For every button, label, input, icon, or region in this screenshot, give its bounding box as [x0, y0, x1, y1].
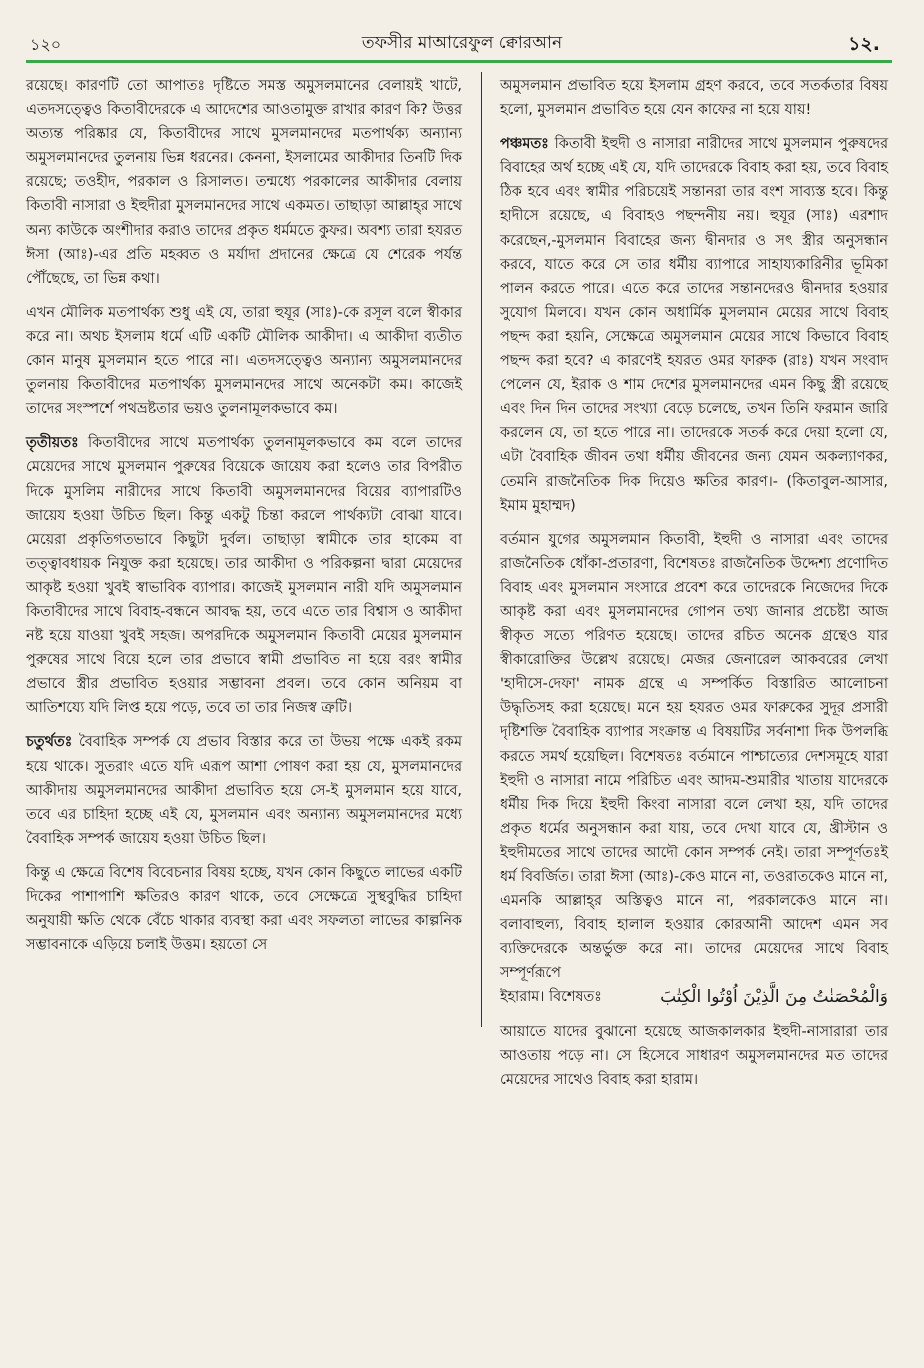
- running-title: তফসীর মাআরেফুল ক্বোরআন: [361, 33, 563, 53]
- arabic-verse-line: [500, 985, 888, 1009]
- paragraph: [26, 431, 462, 720]
- paragraph: কিন্তু এ ক্ষেত্রে বিশেষ বিবেচনার বিষয় হচ্ছে, যখন কোন কিছুতে লাভের একটি দিকের পাশাপাশি ক্ষতিরও কারণ থাকে, তবে সেক্ষেত্রে সুস্থবুদ্ধির চাহিদা অনুযায়ী ক্ষতি থেকে বেঁচে থাকার ব্যবস্থা করা এবং সফলতা লাভের কাল্পনিক সম্ভাবনাকে এড়িয়ে চলাই উত্তম। হয়তো সে: [26, 864, 462, 954]
- paragraph: আয়াতে যাদের বুঝানো হয়েছে আজকালকার ইহুদী-নাসারারা তার আওতায় পড়ে না। সে হিসেবে সাধারণ অমুসলমানদের মত তাদের মেয়েদের সাথেও বিবাহ করা হারাম।: [500, 1023, 888, 1088]
- paragraph-text: কিতাবী ইহুদী ও নাসারা নারীদের সাথে মুসলমান পুরুষদের বিবাহের অর্থ হচ্ছে এই যে, যদি তাদেরকে বিবাহ করা হয়, তবে বিবাহ ঠিক হবে এবং স্বামীর পরিচয়েই সন্তানরা তার বংশ সাব্যস্ত হবে। কিন্তু হাদীসে রয়েছে, এ বিবাহও পছন্দনীয় নয়। হুযূর (সাঃ) এরশাদ করেছেন,-মুসলমান বিবাহের জন্য দ্বীনদার ও সৎ স্ত্রীর অনুসন্ধান করবে, যাতে করে সে তার ধর্মীয় ব্যাপারে সাহায্যকারিনীর ভূমিকা পালন করতে পারে। এতে করে তাদের সন্তানদেরও দ্বীনদার হওয়ার সুযোগ মিলবে। যখন কোন অধার্মিক মুসলমান মেয়ের সাথে বিবাহ পছন্দ করা হয়নি, সেক্ষেত্রে অমুসলমান মেয়ের সাথে কিভাবে বিবাহ পছন্দ করা হবে? এ কারণেই হযরত ওমর ফারুক (রাঃ) যখন সংবাদ পেলেন যে, ইরাক ও শাম দেশের মুসলমানদের এমন কিছু স্ত্রী রয়েছে এবং দিন দিন তাদের সংখ্যা বেড়ে চলেছে, তখন তিনি ফরমান জারি করলেন যে, তা হতে পারে না। তাদেরকে সতর্ক করে দেয়া হলো যে, এটা বৈবাহিক জীবন তথা ধর্মীয় জীবনের জন্য যেমন অকল্যাণকর, তেমনি রাজনৈতিক দিক দিয়েও ক্ষতির কারণ।- (কিতাবুল-আসার, ইমাম মুহাম্মদ): [500, 136, 888, 514]
- paragraph-text: বৈবাহিক সম্পর্ক যে প্রভাব বিস্তার করে তা উভয় পক্ষে একই রকম হয়ে থাকে। সুতরাং এতে যদি এরূপ আশা পোষণ করা হয় যে, মুসলমানদের আকীদায় অমুসলমানদের আকীদা প্রভাবিত হয়ে সে-ই মুসলমান হয়ে যাবে, তবে এর চাহিদা হচ্ছে এই যে, মুসলমান এবং অন্যান্য অমুসলমানদের মধ্যে বৈবাহিক সম্পর্ক জায়েয হওয়া উচিত ছিল।: [26, 734, 462, 847]
- paragraph-heading: পঞ্চমতঃ: [500, 136, 549, 153]
- paragraph-heading: চতুর্থতঃ: [26, 734, 73, 751]
- paragraph-text: ইহারাম। বিশেষতঃ: [500, 989, 602, 1006]
- paragraph: এখন মৌলিক মতপার্থক্য শুধু এই যে, তারা হুযূর (সাঃ)-কে রসূল বলে স্বীকার করে না। অথচ ইসলাম ধর্মে এটি একটি মৌলিক আকীদা। এ আকীদা ব্যতীত কোন মানুষ মুসলমান হতে পারে না। এতদসত্ত্বেও অন্যান্য অমুসলমানদের তুলনায় কিতাবীদের মতপার্থক্য মুসলমানদের সাথে অনেকটা কম। কাজেই তাদের সংস্পর্শে পথভ্রষ্টতার ভয়ও তুলনামূলকভাবে কম।: [26, 304, 462, 418]
- page-number-right: ১২.: [848, 33, 880, 55]
- paragraph: [500, 132, 888, 518]
- paragraph: রয়েছে। কারণটি তো আপাতঃ দৃষ্টিতে সমস্ত অমুসলমানের বেলায়ই খাটে, এতদসত্ত্বেও কিতাবীদেরকে এ আদেশের আওতামুক্ত রাখার কারণ কি? উত্তর অত্যন্ত পরিষ্কার যে, কিতাবীদের সাথে মুসলমানদের মতপার্থক্য অন্যান্য অমুসলমানদের তুলনায় ভিন্ন ধরনের। কেননা, ইসলামের আকীদার তিনটি দিক রয়েছে; তওহীদ, পরকাল ও রিসালত। তন্মধ্যে পরকালের আকীদার বেলায় কিতাবী নাসারা ও ইহুদীরা মুসলমানদের সাথে একমত। তাছাড়া আল্লাহ্‌র সাথে অন্য কাউকে অংশীদার করাও তাদের প্রকৃত ধর্মমতে কুফর। অবশ্য তারা হযরত ঈসা (আঃ)-এর প্রতি মহব্বত ও মর্যাদা প্রদানের ক্ষেত্রে যে শেরেক পর্যন্ত পৌঁছেছে, তা ভিন্ন কথা।: [26, 78, 462, 287]
- arabic-verse: وَالْمُحْصَنٰتُ مِنَ الَّذِيْنَ اُوْتُوا الْكِتٰبَ: [660, 987, 888, 1008]
- left-column: [26, 74, 462, 967]
- paragraph-text: কিতাবীদের সাথে মতপার্থক্য তুলনামূলকভাবে কম বলে তাদের মেয়েদের সাথে মুসলমান পুরুষের বিয়েকে জায়েয করা হলেও তার বিপরীত দিকে মুসলিম নারীদের সাথে কিতাবী অমুসলমানদের বিয়ের ব্যাপারটিও জায়েয হওয়া উচিত ছিল। কিন্তু একটু চিন্তা করলে পার্থক্যটা বোঝা যাবে। মেয়েরা প্রকৃতিগতভাবে কিছুটা দুর্বল। তাছাড়া স্বামীকে তার হাকেম বা তত্ত্বাবধায়ক নিযুক্ত করা হয়েছে। তার আকীদা ও পরিকল্পনা দ্বারা মেয়েদের আকৃষ্ট হওয়া খুবই স্বাভাবিক ব্যাপার। কাজেই মুসলমান নারী যদি অমুসলমান কিতাবীদের সাথে বিবাহ-বন্ধনে আবদ্ধ হয়, তবে এতে তার বিশ্বাস ও আকীদা নষ্ট হয়ে যাওয়া খুবই সহজ। অপরদিকে অমুসলমান কিতাবী মেয়ের মুসলমান পুরুষের সাথে বিয়ে হলে তার প্রভাবে স্বামী প্রভাবিত না হয়ে বরং স্বামীর প্রভাবে স্ত্রীর প্রভাবিত হওয়ার সম্ভাবনা প্রবল। তবে কোন অনিয়ম বা আতিশয্যে যদি লিপ্ত হয়ে পড়ে, তবে তা তার নিজস্ব ত্রুটি।: [26, 435, 462, 717]
- page-number-left: ১২০: [30, 35, 62, 54]
- right-column: [500, 74, 888, 1102]
- header-rule: [26, 60, 892, 63]
- paragraph: [26, 730, 462, 850]
- column-divider: [481, 72, 482, 1027]
- paragraph-heading: তৃতীয়তঃ: [26, 435, 79, 452]
- paragraph: বর্তমান যুগের অমুসলমান কিতাবী, ইহুদী ও নাসারা এবং তাদের রাজনৈতিক ধোঁকা-প্রতারণা, বিশেষতঃ রাজনৈতিক উদ্দেশ্য প্রণোদিত বিবাহ এবং মুসলমান সংসারে প্রবেশ করে তাদেরকে নিজেদের দিকে আকৃষ্ট করা এবং মুসলমানদের গোপন তথ্য জানার প্রচেষ্টা আজ স্বীকৃত সত্যে পরিণত হয়েছে। তাদের রচিত অনেক গ্রন্থেও যার স্বীকারোক্তির উল্লেখ রয়েছে। মেজর জেনারেল আকবরের লেখা 'হাদীসে-দেফা' নামক গ্রন্থে এ সম্পর্কিত বিস্তারিত আলোচনা উদ্ধৃতিসহ করা হয়েছে। মনে হয় হযরত ওমর ফারুকের সুদূর প্রসারী দৃষ্টিশক্তি বৈবাহিক ব্যাপার সংক্রান্ত এ বিষয়টির সর্বনাশা দিক উপলব্ধি করতে সমর্থ হয়েছিল। বিশেষতঃ বর্তমানে পাশ্চাত্যের দেশসমূহে যারা ইহুদী ও নাসারা নামে পরিচিত এবং আদম-শুমারীর খাতায় যাদেরকে ধর্মীয় দিক দিয়ে ইহুদী কিংবা নাসারা বলে লেখা হয়, যদি তাদের প্রকৃত ধর্মের অনুসন্ধান করা যায়, তবে দেখা যাবে যে, খ্রীস্টান ও ইহুদীমতের সাথে তাদের আদৌ কোন সম্পর্ক নেই। তারা সম্পূর্ণতঃই ধর্ম বিবর্জিত। তারা ঈসা (আঃ)-কেও মানে না, তওরাতকেও মানে না, এমনকি আল্লাহ্‌র অস্তিত্বও মানে না, পরকালকেও মানে না। বলাবাহুল্য, বিবাহ হালাল হওয়ার কোরআনী আদেশ এমন সব ব্যক্তিদেরকে অন্তর্ভুক্ত করে না। তাদের মেয়েদের সাথে বিবাহ সম্পূর্ণরূপে: [500, 531, 888, 982]
- paragraph: অমুসলমান প্রভাবিত হয়ে ইসলাম গ্রহণ করবে, তবে সতর্কতার বিষয় হলো, মুসলমান প্রভাবিত হয়ে যেন কাফের না হয়ে যায়!: [500, 78, 888, 119]
